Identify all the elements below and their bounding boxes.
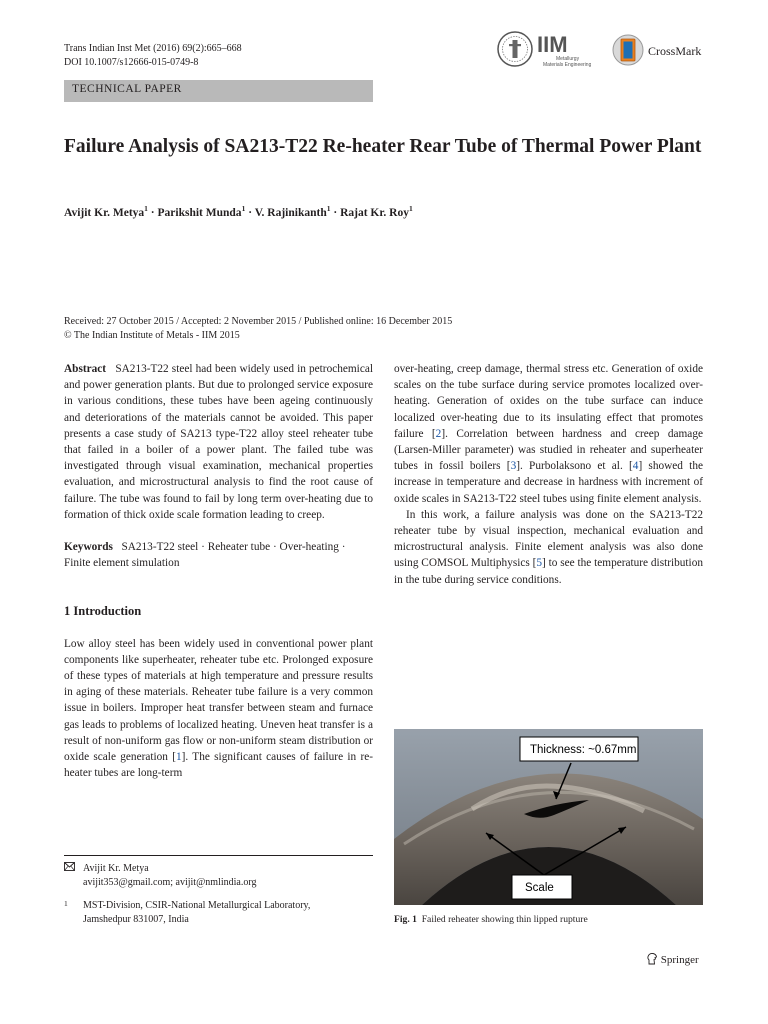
copyright-line: © The Indian Institute of Metals - IIM 2015 [64, 330, 240, 341]
envelope-icon [64, 862, 83, 876]
keywords-label: Keywords [64, 541, 113, 554]
author-list [64, 204, 413, 219]
affiliation-mark: 1 [241, 204, 246, 213]
author-name[interactable]: V. Rajinikanth [254, 206, 327, 219]
crossmark-label: CrossMark [648, 44, 702, 58]
footnote-divider [64, 855, 373, 856]
body-text: ]. Purbolaksono et al. [ [516, 460, 633, 473]
author-name[interactable]: Rajat Kr. Roy [340, 206, 409, 219]
body-paragraph [394, 507, 703, 588]
abstract-text: SA213-T22 steel had been widely used in petrochemical and power generation plants. But due to prolonged service exposure in various conditions, these tubes have been ageing continuously and deteriorations of the materials cannot be avoided. This paper presents a case study of SA213 type-T22 alloy steel reheater tube that failed in a boiler of a power plant. The failed tube was investigated through visual examination, mechanical properties evaluation, and microstructural analysis to find the root cause of failure. The tube was found to fail by long term over-heating due to formation of thick oxide scale formation leading to creep. [64, 363, 373, 521]
figure-caption-label: Fig. 1 [394, 914, 417, 925]
body-text: ] showed the increase in temperature and decrease in hardness with increment of oxide scales in SA213-T22 steel tubes using finite element analysis. [394, 460, 703, 505]
springer-horse-icon [646, 952, 658, 968]
citation-link[interactable]: 3 [510, 460, 517, 473]
dates-line: Received: 27 October 2015 / Accepted: 2 November 2015 / Published online: 16 December 2015 [64, 316, 453, 327]
iim-logo-letters: IIM [537, 32, 568, 57]
author-name[interactable]: Parikshit Munda [157, 206, 242, 219]
author-separator: · [330, 206, 341, 219]
journal-citation: Trans Indian Inst Met (2016) 69(2):665–668 [64, 43, 242, 54]
affiliation [64, 899, 373, 927]
citation-link[interactable]: 5 [536, 557, 543, 570]
body-text: over-heating, creep damage, thermal stress etc. Generation of oxide scales on the tube surface during service promotes localized over-heating. Generation of oxides on the tube surface can induce localized over-heating due to its insulating effect that promotes failure [ [394, 363, 703, 440]
doi[interactable]: DOI 10.1007/s12666-015-0749-8 [64, 57, 199, 68]
iim-logo-sub1: Metallurgy [556, 56, 580, 62]
citation-link[interactable]: 2 [435, 427, 442, 440]
intro-text: Low alloy steel has been widely used in conventional power plant components like superheater, reheater tube etc. Prolonged exposure of these types of materials at high temperature and pressure results in aging of these materials. Reheater tube failure is a very common issue in boilers. Improper heat transfer between steam and furnace gas leads to problems of localized heating. Uneven heat transfer is a result of non-uniform gas flow or non-uniform steam distribution or oxide scale generation [ [64, 637, 373, 764]
intro-text: ]. The significant causes of failure in re-heater tubes are long-term [64, 751, 373, 780]
figure-label-thickness: Thickness: ~0.67mm [530, 744, 637, 756]
body-text: In this work, a failure analysis was done on the SA213-T22 reheater tube by visual inspection, mechanical evaluation and microstructural analysis. Finite element analysis was also done using COMSOL Multiphysics [ [394, 508, 703, 570]
keywords-text: SA213-T22 steel · Reheater tube · Over-heating · Finite element simulation [64, 541, 346, 570]
right-column [394, 361, 703, 588]
author-separator: · [245, 206, 255, 219]
author-name[interactable]: Avijit Kr. Metya [64, 206, 145, 219]
contact-email[interactable]: avijit353@gmail.com; avijit@nmlindia.org [83, 877, 257, 888]
affiliation-line: Jamshedpur 831007, India [83, 914, 189, 925]
affiliation-line: MST-Division, CSIR-National Metallurgical Laboratory, [83, 900, 311, 911]
author-separator: · [147, 206, 158, 219]
publication-dates [64, 315, 524, 343]
left-column [64, 361, 373, 781]
affiliation-mark: 1 [326, 204, 331, 213]
crossmark-logo[interactable] [612, 32, 707, 75]
affiliation-mark: 1 [144, 204, 148, 213]
body-paragraph [394, 361, 703, 507]
affiliation-mark: 1 [408, 204, 413, 213]
section-heading-introduction: 1 Introduction [64, 604, 142, 619]
abstract [64, 361, 373, 523]
iim-logo-sub2: Materials Engineering [543, 62, 591, 68]
figure-1-photo [394, 729, 703, 905]
paper-title: Failure Analysis of SA213-T22 Re-heater Rear Tube of Thermal Power Plant [64, 136, 702, 157]
abstract-label: Abstract [64, 363, 107, 375]
body-text: ] to see the temperature distribution in the tube during service conditions. [394, 557, 703, 586]
corresponding-author [64, 862, 373, 890]
figure-label-scale: Scale [525, 882, 554, 894]
figure-caption-text: Failed reheater showing thin lipped rupture [421, 914, 588, 925]
publisher-logo [646, 952, 699, 968]
citation-link[interactable]: 4 [632, 460, 639, 473]
affiliation-number: 1 [64, 899, 68, 908]
body-text: ]. Correlation between hardness and creep damage (Larsen-Miller parameter) was studied in reheater and superheater tubes in fossil boilers [ [394, 427, 703, 473]
intro-paragraph [64, 636, 373, 782]
section-label: TECHNICAL PAPER [64, 80, 373, 102]
contact-name: Avijit Kr. Metya [83, 863, 149, 874]
citation-link[interactable]: 1 [175, 751, 182, 764]
keywords [64, 539, 373, 571]
springer-label: Springer [660, 954, 699, 966]
iim-logo [496, 30, 591, 77]
figure-caption [394, 914, 588, 925]
